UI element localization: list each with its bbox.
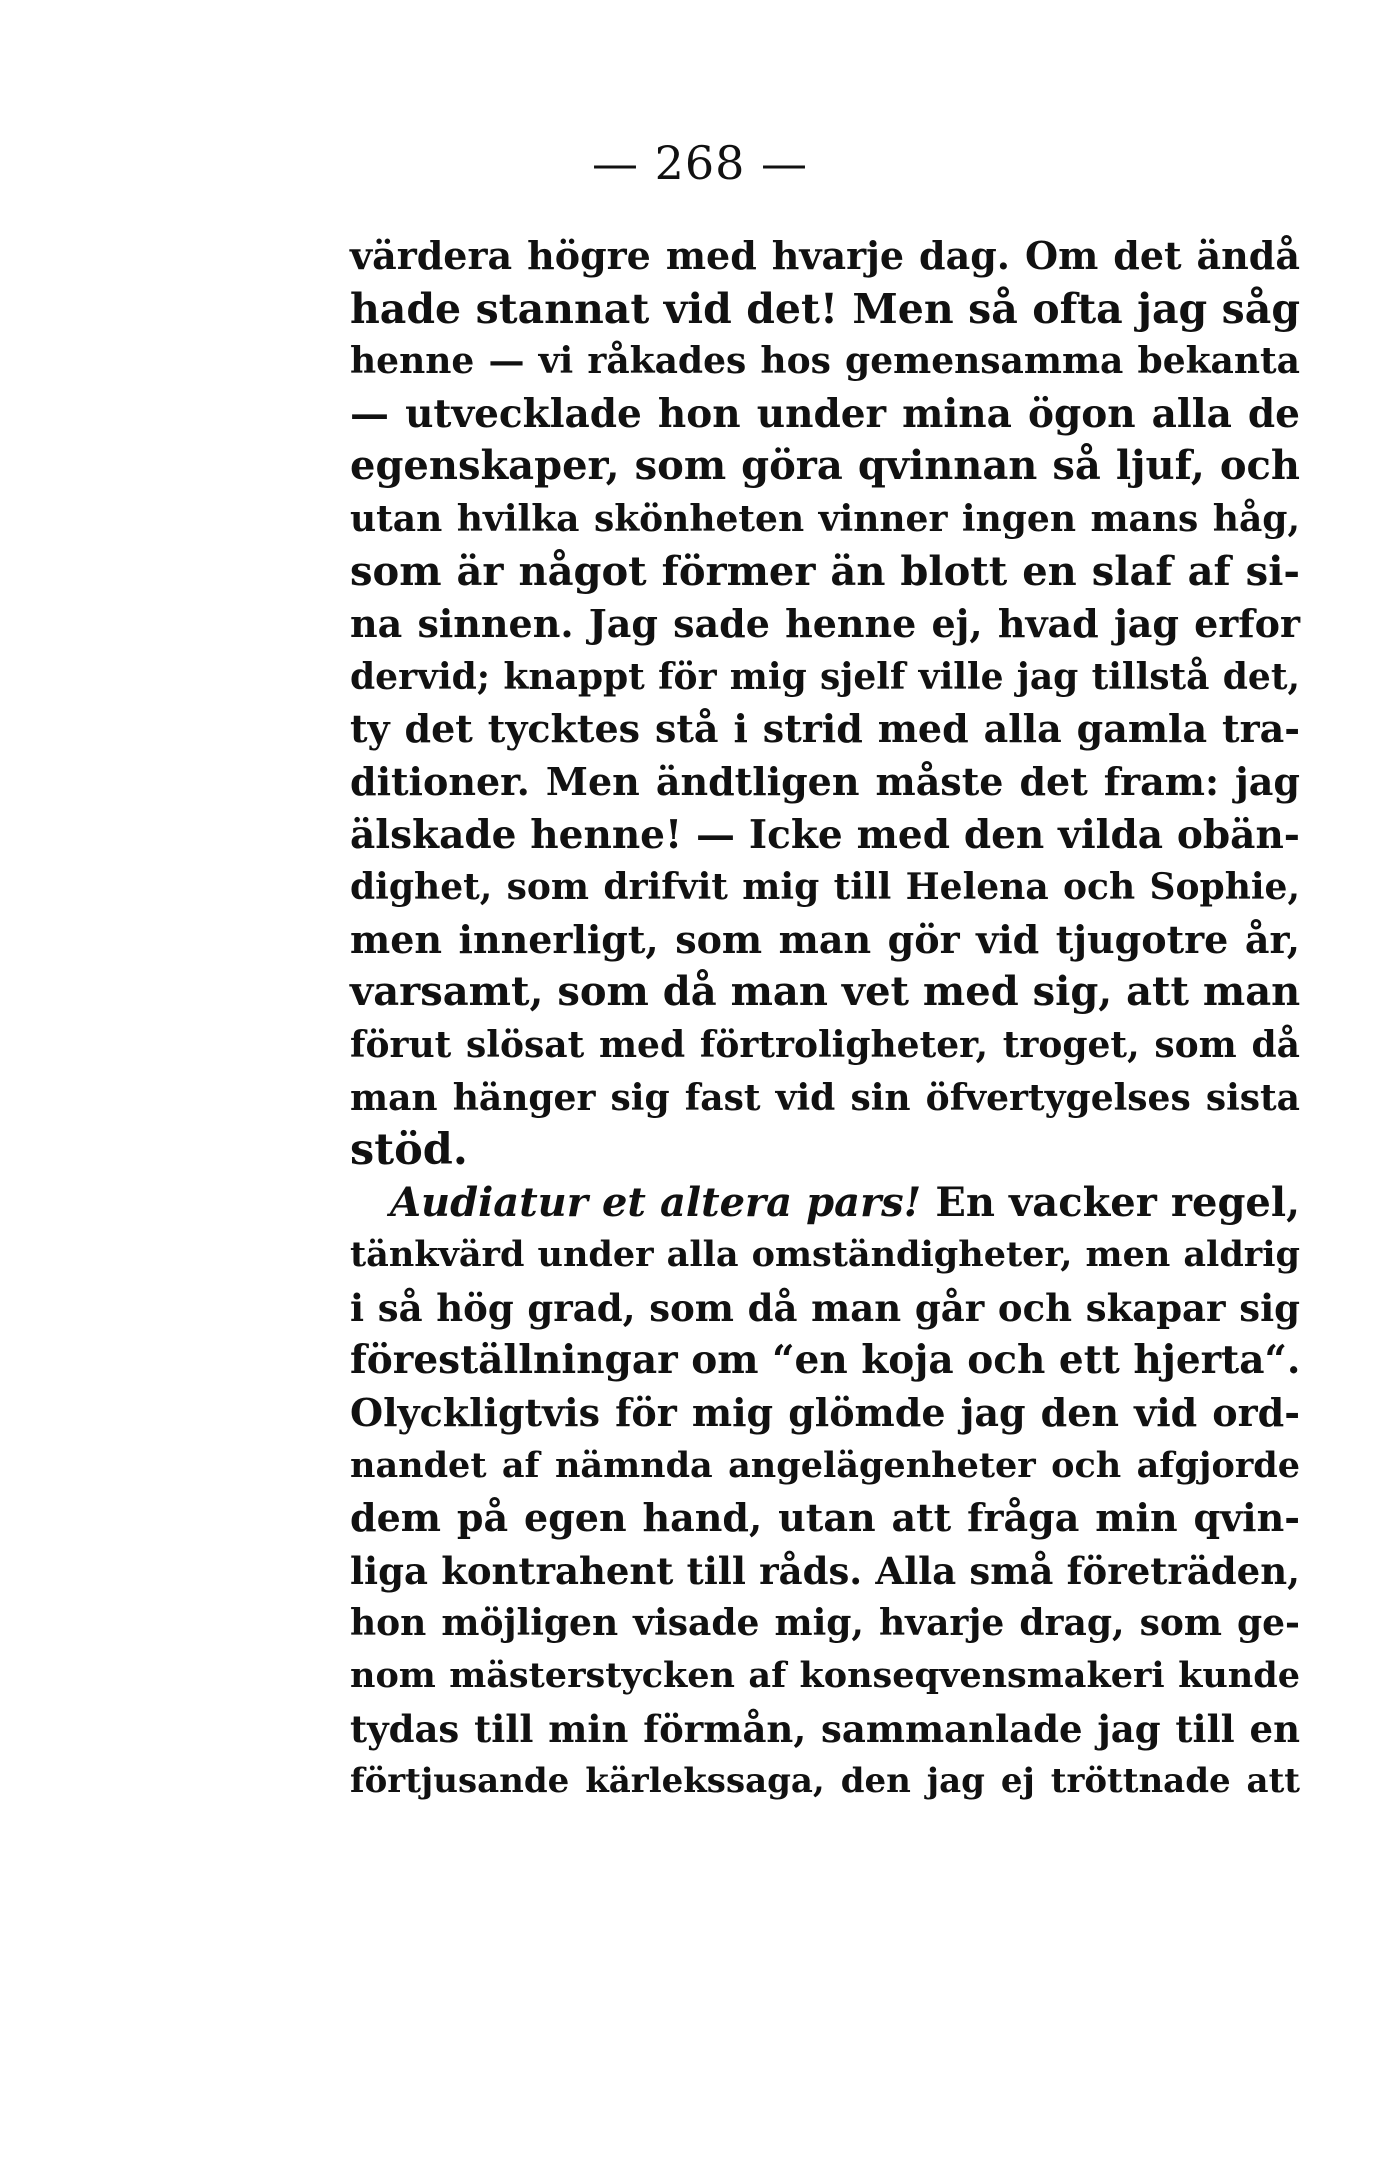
text-line: hon möjligen visade mig, hvarje drag, som ge-	[350, 1602, 1300, 1645]
text-line: som är något förmer än blott en slaf af si-	[350, 547, 1300, 595]
text-line: värdera högre med hvarje dag. Om det ändå	[350, 233, 1300, 278]
text-line: i så hög grad, som då man går och skapar sig	[350, 1285, 1300, 1330]
text-line: älskade henne! — Icke med den vilda obän-	[350, 811, 1300, 858]
text-line: henne — vi råkades hos gemensamma bekanta	[350, 340, 1300, 383]
text-line: dem på egen hand, utan att fråga min qvin-	[350, 1495, 1300, 1541]
text-line: ditioner. Men ändtligen måste det fram: jag	[350, 758, 1300, 804]
text-line: man hänger sig fast vid sin öfvertygelses sista	[350, 1076, 1300, 1119]
text-line: nom mästerstycken af konseqvensmakeri kunde	[350, 1655, 1300, 1697]
text-line: — utvecklade hon under mina ögon alla de	[350, 390, 1300, 437]
text-line: men innerligt, som man gör vid tjugotre år,	[350, 916, 1300, 962]
text-line: varsamt, som då man vet med sig, att man	[350, 968, 1301, 1016]
text-line: ty det tycktes stå i strid med alla gamla tra-	[350, 706, 1300, 752]
text-line: nandet af nämnda angelägenheter och afgjorde	[350, 1444, 1300, 1486]
text-line: egenskaper, som göra qvinnan så ljuf, och	[350, 442, 1300, 490]
text-line: Olyckligtvis för mig glömde jag den vid ord-	[350, 1390, 1300, 1436]
body-text	[350, 230, 1300, 1808]
text-line-first	[350, 1177, 1300, 1230]
text-line: na sinnen. Jag sade henne ej, hvad jag erfor	[350, 601, 1300, 647]
text-line: tänkvärd under alla omständigheter, men aldrig	[350, 1234, 1300, 1276]
text-line: förtjusande kärlekssaga, den jag ej tröttnade att	[350, 1761, 1300, 1802]
text-line: föreställningar om “en koja och ett hjerta“.	[350, 1337, 1301, 1384]
latin-quote: Audiatur et altera pars!	[390, 1178, 922, 1226]
text-line: dervid; knappt för mig sjelf ville jag tillstå det,	[350, 655, 1300, 698]
text-line-rest: En vacker regel,	[921, 1178, 1300, 1226]
page-number: — 268 —	[591, 136, 809, 190]
paragraph-1	[350, 230, 1300, 1177]
text-line: stöd.	[350, 1125, 468, 1176]
text-line: hade stannat vid det! Men så ofta jag såg	[350, 284, 1300, 333]
text-line: tydas till min förmån, sammanlade jag till en	[350, 1706, 1300, 1751]
text-line: utan hvilka skönheten vinner ingen mans håg,	[350, 497, 1300, 540]
paragraph-2	[350, 1177, 1300, 1808]
text-line: liga kontrahent till råds. Alla små företräden,	[350, 1548, 1300, 1593]
text-line: förut slösat med förtroligheter, troget, som då	[350, 1023, 1300, 1066]
text-line: dighet, som drifvit mig till Helena och Sophie,	[350, 866, 1300, 909]
